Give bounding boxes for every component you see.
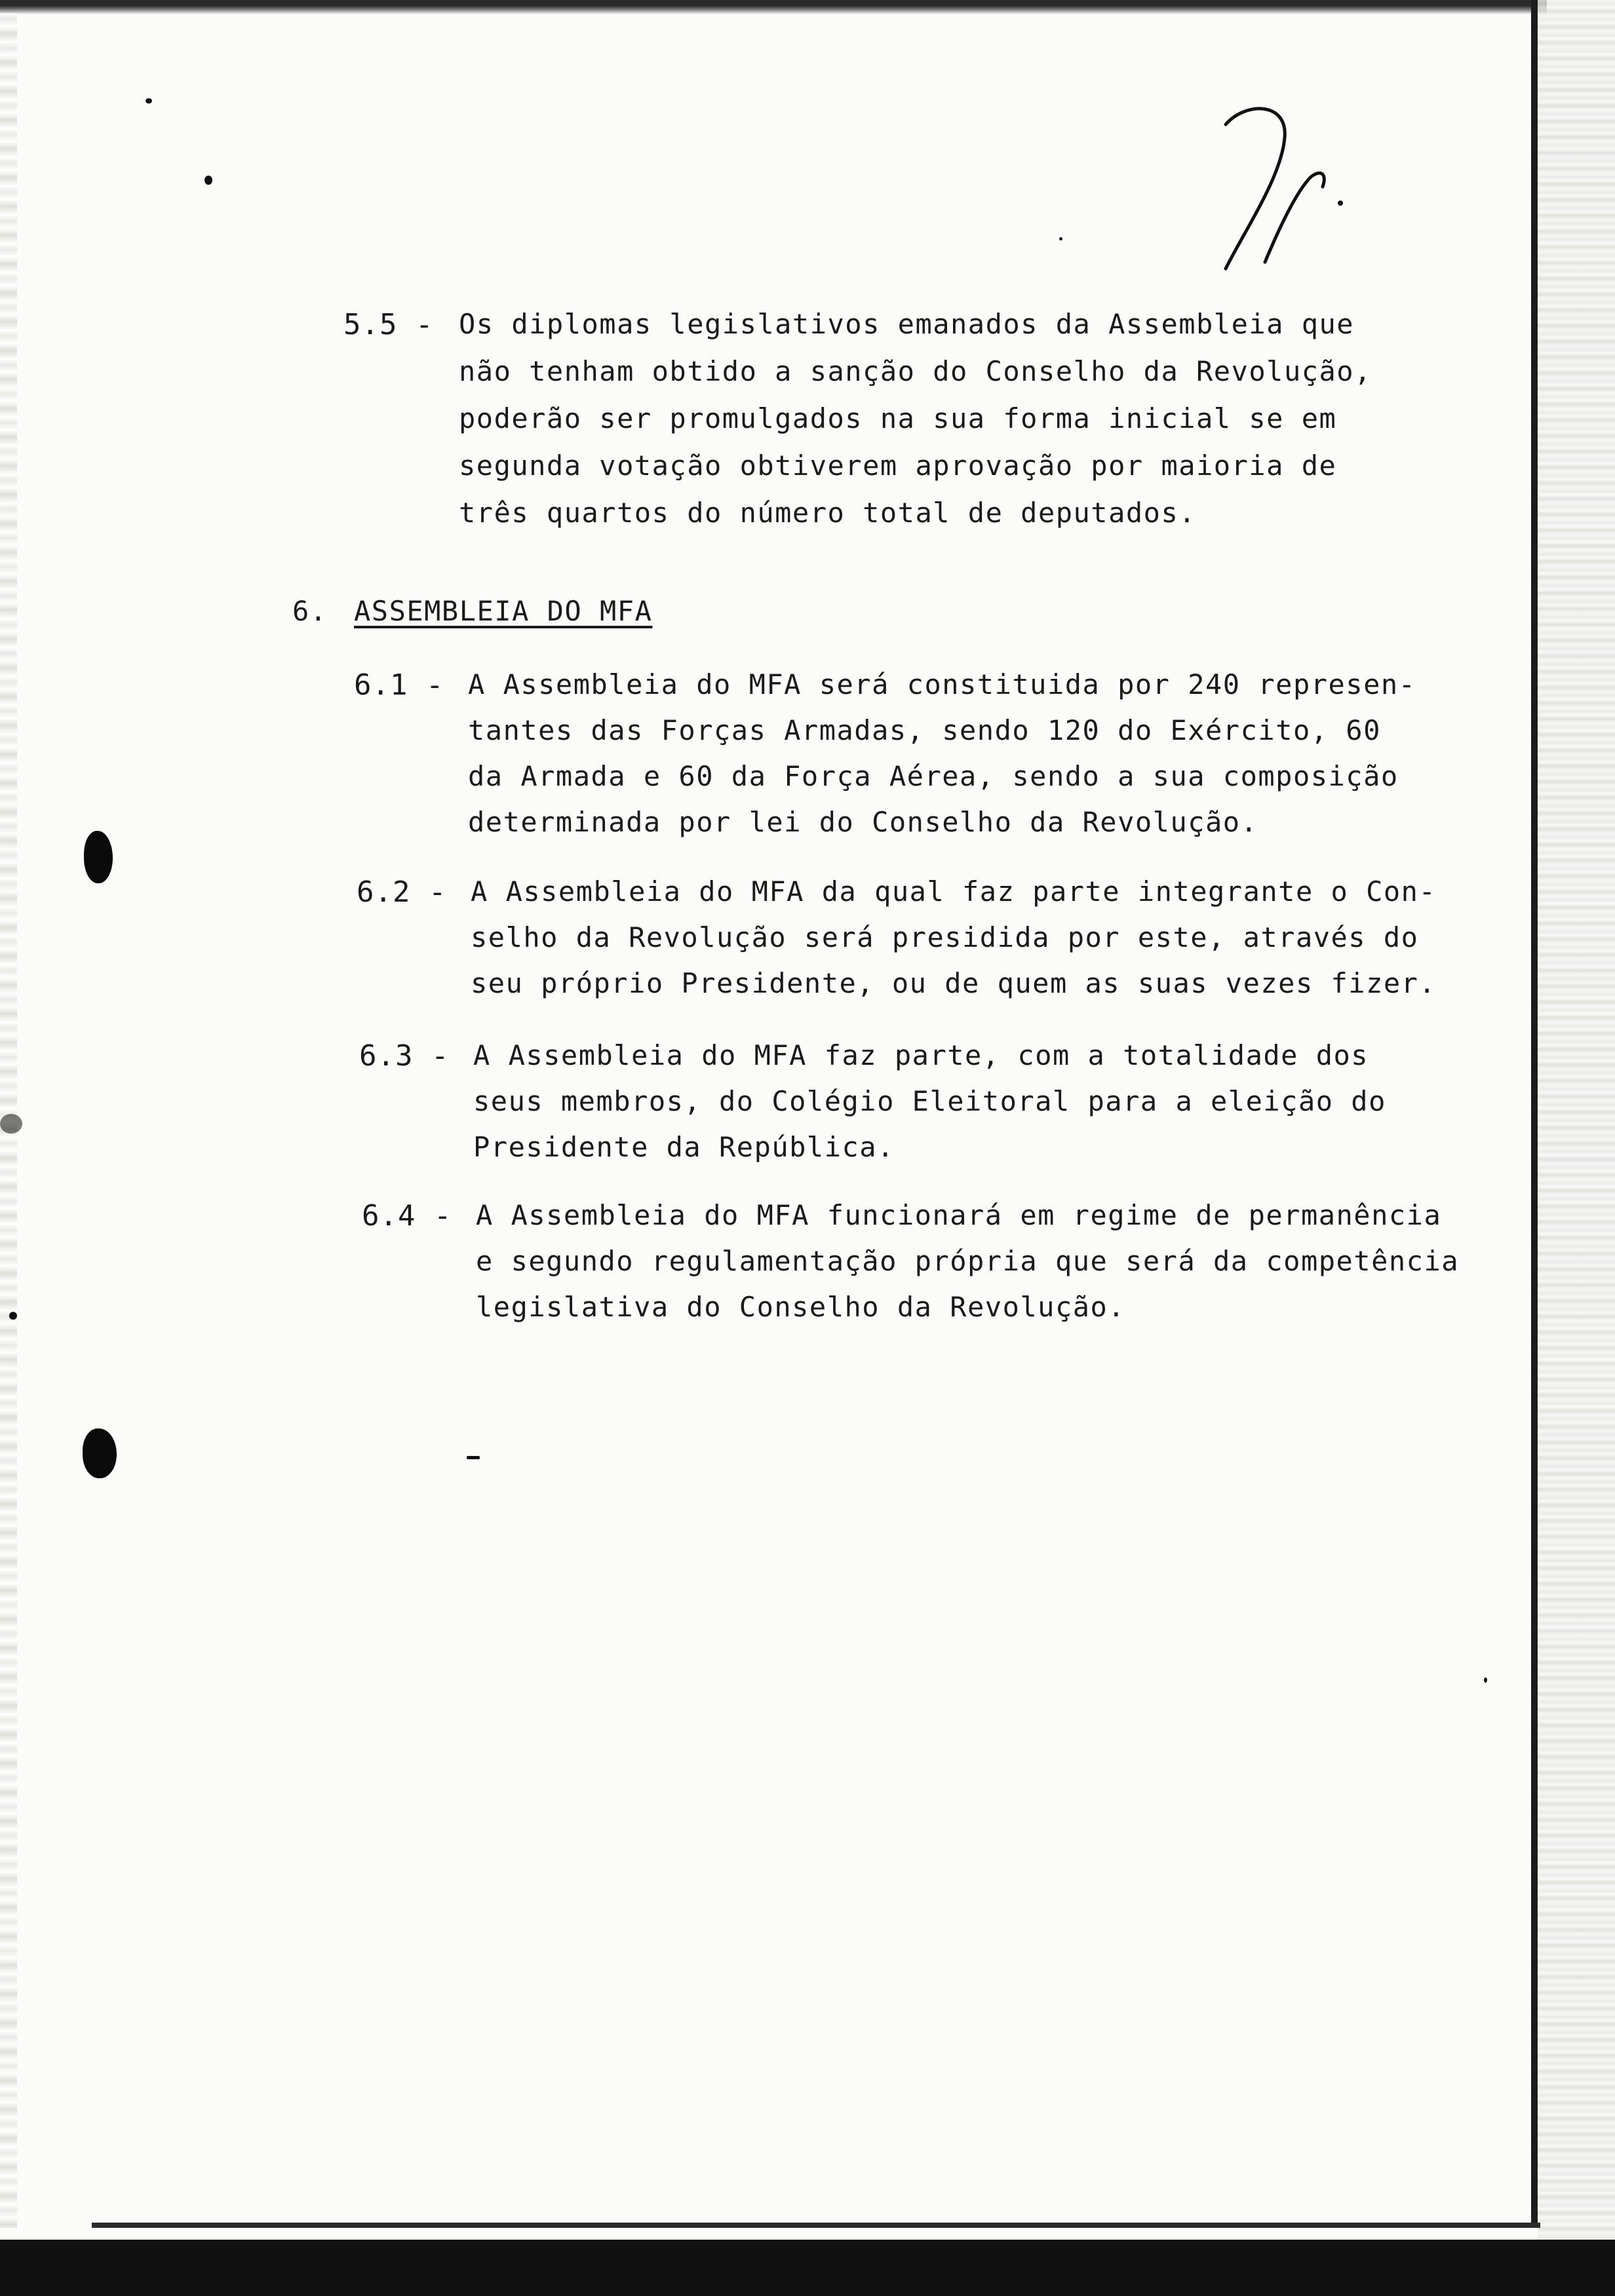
item-number-6-3: 6.3 - bbox=[359, 1039, 450, 1073]
item-5-5-line-3: poderão ser promulgados na sua forma inicial se em bbox=[459, 402, 1337, 434]
punch-hole-bottom bbox=[83, 1428, 117, 1478]
item-6-1-line-3: da Armada e 60 da Força Aérea, sendo a sua composição bbox=[468, 760, 1399, 792]
item-6-4-line-3: legislativa do Conselho da Revolução. bbox=[476, 1291, 1126, 1323]
item-number-5-5: 5.5 - bbox=[343, 308, 434, 341]
item-6-3-line-2: seus membros, do Colégio Eleitoral para a eleição do bbox=[473, 1085, 1386, 1117]
item-number-6-2: 6.2 - bbox=[357, 875, 447, 909]
item-number-6-1: 6.1 - bbox=[354, 668, 444, 702]
item-number-6-4: 6.4 - bbox=[362, 1199, 452, 1233]
item-5-5-line-2: não tenham obtido a sanção do Conselho da Revolução, bbox=[459, 355, 1372, 387]
item-6-1-line-4: determinada por lei do Conselho da Revolução. bbox=[468, 806, 1258, 838]
item-6-2-line-3: seu próprio Presidente, ou de quem as suas vezes fizer. bbox=[471, 967, 1437, 999]
scan-top-edge bbox=[0, 0, 1547, 14]
item-6-4-line-1: A Assembleia do MFA funcionará em regime de permanência bbox=[476, 1199, 1442, 1231]
section-title: ASSEMBLEIA DO MFA bbox=[354, 595, 653, 627]
item-6-2-line-2: selho da Revolução será presidida por este, através do bbox=[471, 921, 1419, 953]
speck bbox=[467, 1456, 480, 1459]
speck bbox=[9, 1312, 17, 1320]
speck bbox=[1059, 237, 1062, 240]
item-6-3-line-3: Presidente da República. bbox=[473, 1131, 895, 1163]
item-6-4-line-2: e segundo regulamentação própria que será da competência bbox=[476, 1245, 1460, 1277]
speck bbox=[0, 1114, 22, 1134]
scan-bottom-line bbox=[92, 2223, 1540, 2228]
scan-right-edge bbox=[1531, 0, 1538, 2228]
speck bbox=[146, 98, 152, 104]
scan-right-noise bbox=[1538, 0, 1615, 2241]
item-6-2-line-1: A Assembleia do MFA da qual faz parte integrante o Con- bbox=[471, 875, 1437, 908]
scan-bottom-edge bbox=[0, 2240, 1615, 2296]
item-5-5-line-1: Os diplomas legislativos emanados da Assembleia que bbox=[459, 308, 1355, 340]
item-6-1-line-1: A Assembleia do MFA será constituida por 240 represen- bbox=[468, 668, 1416, 700]
item-6-1-line-2: tantes das Forças Armadas, sendo 120 do Exército, 60 bbox=[468, 714, 1381, 746]
item-5-5-line-5: três quartos do número total de deputados. bbox=[459, 497, 1197, 529]
section-number: 6. bbox=[292, 595, 328, 627]
item-5-5-line-4: segunda votação obtiverem aprovação por maioria de bbox=[459, 450, 1337, 482]
handwritten-page-number bbox=[1206, 98, 1363, 295]
punch-hole-top bbox=[84, 831, 113, 883]
item-6-3-line-1: A Assembleia do MFA faz parte, com a totalidade dos bbox=[473, 1039, 1369, 1071]
speck bbox=[204, 176, 212, 185]
speck bbox=[1484, 1677, 1487, 1683]
